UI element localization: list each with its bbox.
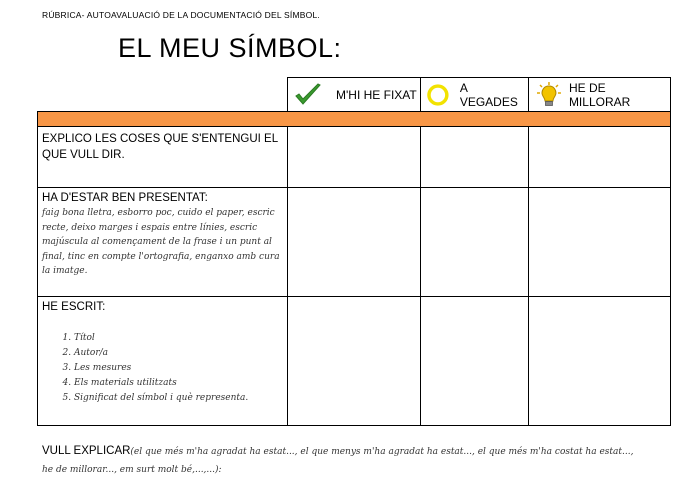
reflection-hint: (el que més m'ha agradat ha estat..., el que menys m'ha agradat ha estat..., el que més m'ha costat ha estat..., he de millorar..., em surt molt bé,...,...): [42,447,634,475]
column-label-fixat: M'HI HE FIXAT [336,87,417,102]
document-header: RÚBRICA- AUTOAVALUACIÓ DE LA DOCUMENTACIÓ DEL SÍMBOL. [42,10,320,20]
column-label-vegades: A VEGADES [459,80,518,109]
column-header-vegades [421,78,529,112]
list-item: 1. Títol [74,331,287,346]
circle-icon [426,83,450,107]
rating-cell-millorar[interactable] [529,188,671,297]
list-item: 4. Els materials utilitzats [74,376,287,391]
rating-cell-millorar[interactable] [529,127,671,188]
criterion-row-written [38,297,671,426]
lightbulb-icon [537,82,561,108]
criterion-title: HE ESCRIT: [42,301,106,313]
criterion-row-explain [38,127,671,188]
criterion-detail: faig bona lletra, esborro poc, cuido el paper, escric recte, deixo marges i espais entre línies, escric majúscula al començament de la frase i un punt al final, tinc en compte l'ortografia, enganxo amb cura la imatge. [42,208,280,276]
criterion-cell [38,297,288,426]
page-title: EL MEU SÍMBOL: [118,33,342,63]
rating-cell-millorar[interactable] [529,297,671,426]
column-label-millorar: HE DE MILLORAR [568,80,631,109]
rating-cell-vegades[interactable] [421,297,529,426]
accent-row [38,112,671,127]
accent-bar [38,112,671,127]
column-header-fixat [288,78,421,112]
list-item: 5. Significat del símbol i què representa. [74,391,287,406]
rubric-table [37,77,671,426]
criterion-title: EXPLICO LES COSES QUE S'ENTENGUI EL QUE VULL DIR. [42,133,278,161]
rating-cell-vegades[interactable] [421,188,529,297]
rating-cell-fixat[interactable] [288,188,421,297]
criterion-title: HA D'ESTAR BEN PRESENTAT: [42,192,208,204]
criterion-cell [38,188,288,297]
list-item: 2. Autor/a [74,346,287,361]
rating-cell-vegades[interactable] [421,127,529,188]
rubric-header-row [38,78,671,112]
criterion-cell [38,127,288,188]
checkmark-icon [294,82,322,108]
column-header-millorar [529,78,671,112]
reflection-label: VULL EXPLICAR [42,445,131,457]
rating-cell-fixat[interactable] [288,127,421,188]
checklist [38,331,287,406]
rating-cell-fixat[interactable] [288,297,421,426]
criterion-row-presentation [38,188,671,297]
list-item: 3. Les mesures [74,361,287,376]
reflection-prompt [42,443,642,479]
empty-corner-cell [38,78,288,112]
